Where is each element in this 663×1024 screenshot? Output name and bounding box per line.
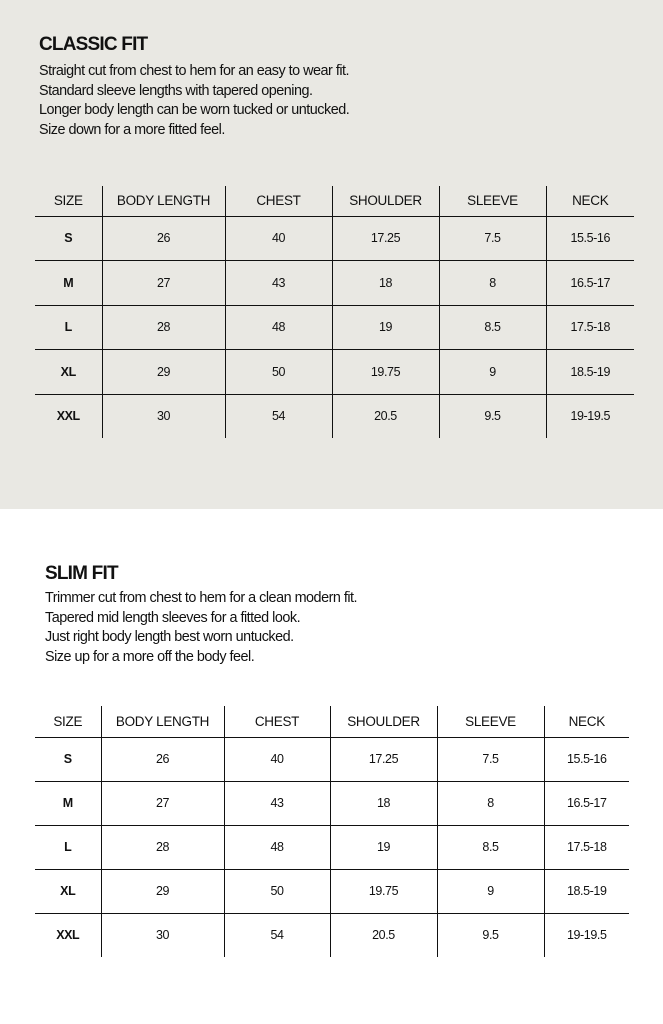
header-neck: NECK [546, 186, 634, 216]
shoulder-cell: 17.25 [330, 737, 437, 781]
description-line: Straight cut from chest to hem for an easy to wear fit. [39, 63, 350, 79]
size-cell: M [35, 781, 101, 825]
shoulder-cell: 17.25 [332, 216, 439, 261]
size-cell: L [35, 825, 101, 869]
size-cell: XXL [56, 928, 80, 943]
sleeve-cell: 9 [437, 869, 544, 913]
shoulder-cell: 19.75 [330, 869, 437, 913]
size-cell: XL [35, 869, 101, 913]
size-cell: XL [35, 350, 102, 395]
sleeve-cell: 9.5 [439, 394, 546, 438]
body-length-cell: 28 [101, 825, 224, 869]
neck-cell: 17.5-18 [546, 305, 634, 350]
slim-fit-size-table [35, 706, 629, 957]
classic-fit-size-table [35, 186, 634, 438]
table-header-row [35, 186, 634, 216]
sleeve-cell: 7.5 [437, 737, 544, 781]
size-cell: S [35, 216, 102, 261]
description-line: Tapered mid length sleeves for a fitted look. [45, 609, 301, 626]
header-size: SIZE [35, 706, 101, 737]
chest-cell: 54 [225, 394, 332, 438]
header-shoulder: SHOULDER [330, 706, 437, 737]
header-size: SIZE [35, 186, 102, 216]
header-sleeve: SLEEVE [439, 186, 546, 216]
chest-cell: 40 [224, 737, 330, 781]
table-row [35, 394, 634, 438]
table-row [35, 261, 634, 306]
neck-cell: 16.5-17 [546, 261, 634, 306]
chest-cell: 54 [224, 913, 330, 957]
table-row [35, 781, 629, 825]
neck-cell: 16.5-17 [544, 781, 629, 825]
neck-cell: 17.5-18 [544, 825, 629, 869]
header-chest: CHEST [225, 186, 332, 216]
description-line: Size down for a more fitted feel. [39, 121, 225, 138]
shoulder-cell: 20.5 [330, 913, 437, 957]
chest-cell: 50 [224, 869, 330, 913]
size-cell: XXL [56, 409, 80, 424]
body-length-cell: 27 [101, 781, 224, 825]
body-length-cell: 26 [101, 737, 224, 781]
header-neck: NECK [544, 706, 629, 737]
size-cell: L [35, 305, 102, 350]
table-row [35, 913, 629, 957]
table-row [35, 869, 629, 913]
description-line: Longer body length can be worn tucked or untucked. [39, 102, 350, 118]
table-header-row [35, 706, 629, 737]
shoulder-cell: 18 [332, 261, 439, 306]
neck-cell: 15.5-16 [546, 216, 634, 261]
body-length-cell: 30 [102, 394, 225, 438]
slim-fit-title: SLIM FIT [45, 563, 118, 584]
neck-cell: 18.5-19 [546, 350, 634, 395]
description-line: Standard sleeve lengths with tapered opening. [39, 82, 313, 99]
header-sleeve: SLEEVE [437, 706, 544, 737]
description-line: Just right body length best worn untucked. [45, 629, 294, 645]
neck-cell: 19-19.5 [546, 394, 634, 438]
neck-cell: 19-19.5 [544, 913, 629, 957]
chest-cell: 48 [224, 825, 330, 869]
classic-fit-section [0, 0, 663, 509]
chest-cell: 50 [225, 350, 332, 395]
body-length-cell: 29 [102, 350, 225, 395]
description-line: Size up for a more off the body feel. [45, 648, 255, 665]
sleeve-cell: 8 [439, 261, 546, 306]
table-row [35, 350, 634, 395]
neck-cell: 15.5-16 [544, 737, 629, 781]
sleeve-cell: 9 [439, 350, 546, 395]
body-length-cell: 26 [102, 216, 225, 261]
chest-cell: 43 [225, 261, 332, 306]
shoulder-cell: 19 [330, 825, 437, 869]
body-length-cell: 29 [101, 869, 224, 913]
size-cell: M [35, 261, 102, 306]
sleeve-cell: 8.5 [439, 305, 546, 350]
sleeve-cell: 8.5 [437, 825, 544, 869]
table-row [35, 216, 634, 261]
slim-fit-description [45, 589, 357, 667]
description-line: Trimmer cut from chest to hem for a clean modern fit. [45, 590, 358, 606]
header-chest: CHEST [224, 706, 330, 737]
body-length-cell: 27 [102, 261, 225, 306]
size-cell: S [35, 737, 101, 781]
classic-fit-title: CLASSIC FIT [39, 34, 148, 55]
slim-fit-section [0, 509, 663, 1024]
sleeve-cell: 8 [437, 781, 544, 825]
body-length-cell: 30 [101, 913, 224, 957]
shoulder-cell: 19 [332, 305, 439, 350]
table-row [35, 737, 629, 781]
header-shoulder: SHOULDER [332, 186, 439, 216]
neck-cell: 18.5-19 [544, 869, 629, 913]
classic-fit-description [39, 62, 349, 140]
chest-cell: 48 [225, 305, 332, 350]
body-length-cell: 28 [102, 305, 225, 350]
header-body-length: BODY LENGTH [102, 186, 225, 216]
table-row [35, 825, 629, 869]
chest-cell: 43 [224, 781, 330, 825]
shoulder-cell: 19.75 [332, 350, 439, 395]
chest-cell: 40 [225, 216, 332, 261]
table-row [35, 305, 634, 350]
sleeve-cell: 7.5 [439, 216, 546, 261]
shoulder-cell: 20.5 [332, 394, 439, 438]
sleeve-cell: 9.5 [437, 913, 544, 957]
shoulder-cell: 18 [330, 781, 437, 825]
header-body-length: BODY LENGTH [101, 706, 224, 737]
